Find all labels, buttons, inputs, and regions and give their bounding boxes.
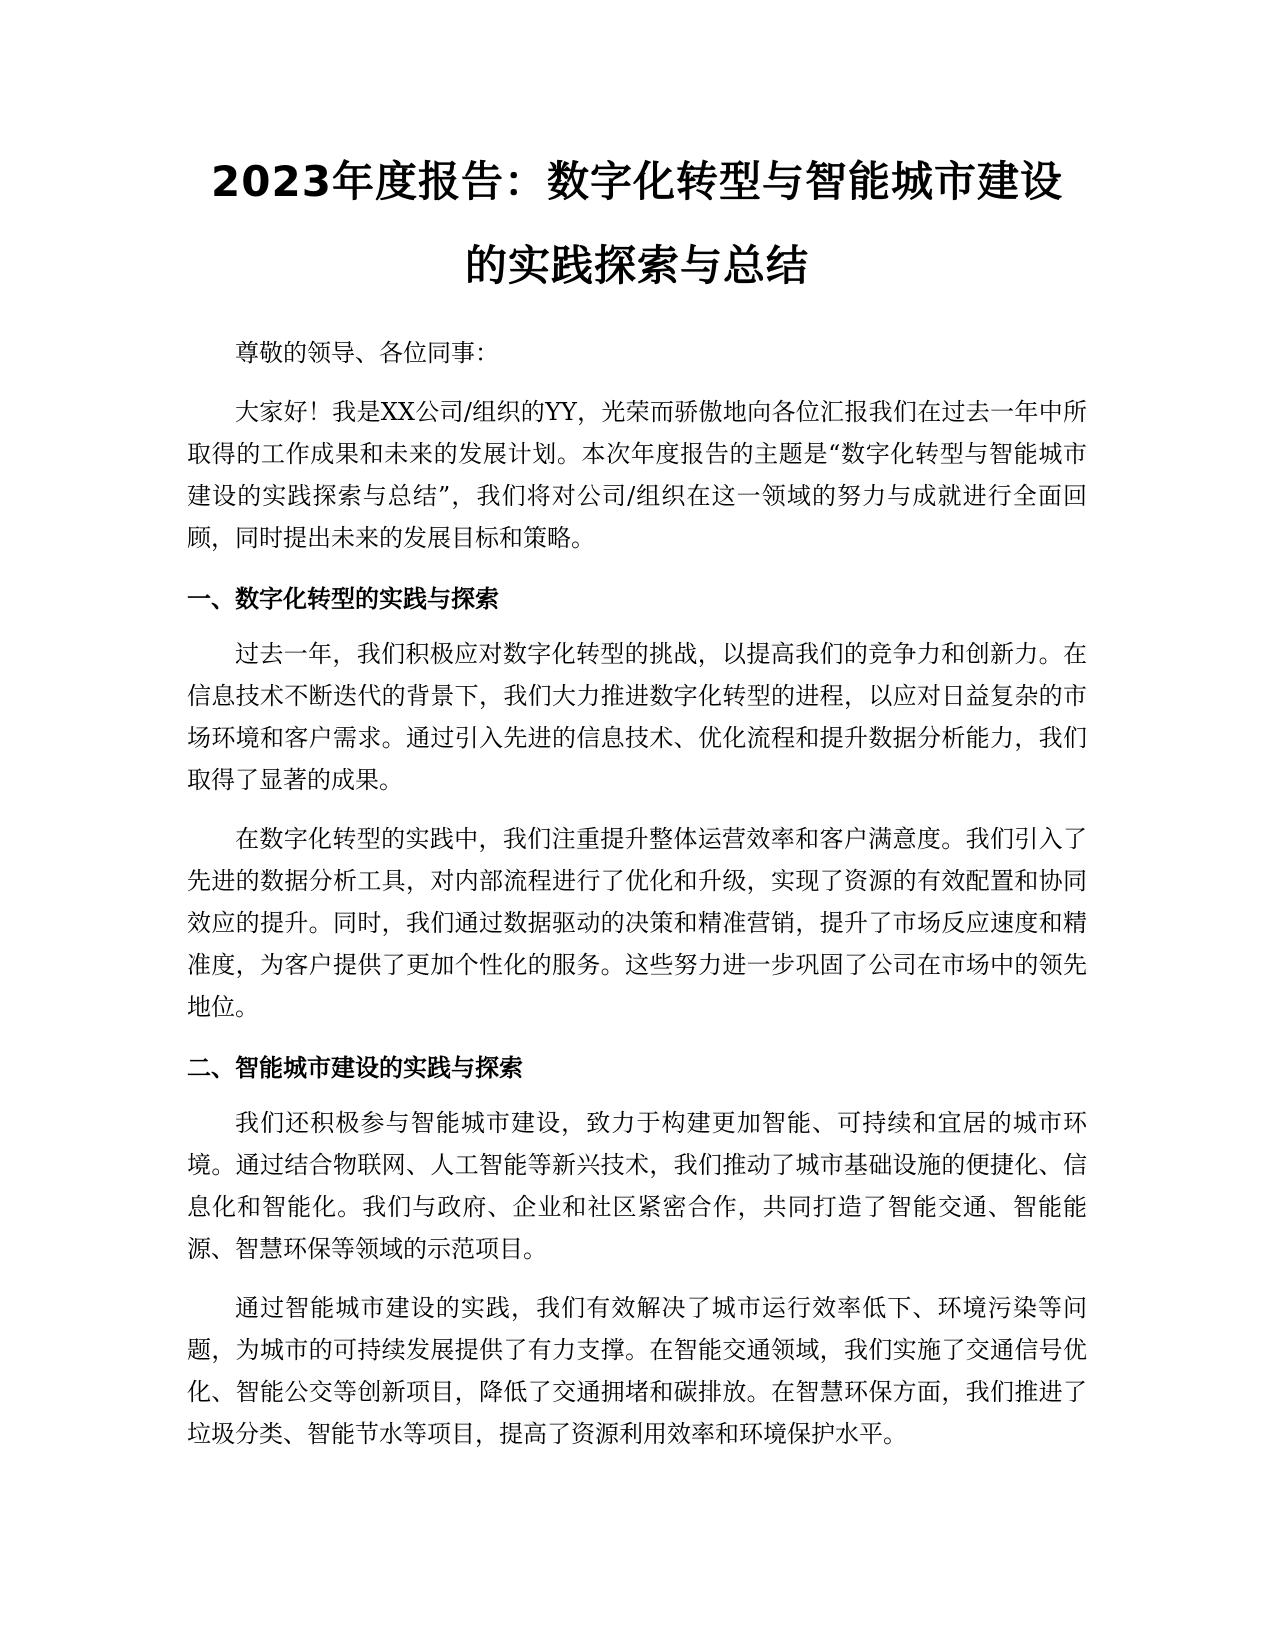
section-1-paragraph-2: 在数字化转型的实践中，我们注重提升整体运营效率和客户满意度。我们引入了先进的数据分析工具，对内部流程进行了优化和升级，实现了资源的有效配置和协同效应的提升。同时，我们通过数据驱动的决策和精准营销，提升了市场反应速度和精准度，为客户提供了更加个性化的服务。这些努力进一步巩固了公司在市场中的领先地位。 bbox=[187, 825, 1087, 1021]
title-line-2: 的实践探索与总结 bbox=[464, 241, 809, 290]
document-title bbox=[187, 140, 1087, 308]
section-2-paragraph-2: 通过智能城市建设的实践，我们有效解决了城市运行效率低下、环境污染等问题，为城市的可持续发展提供了有力支撑。在智能交通领域，我们实施了交通信号优化、智能公交等创新项目，降低了交通拥堵和碳排放。在智慧环保方面，我们推进了垃圾分类、智能节水等项目，提高了资源利用效率和环境保护水平。 bbox=[187, 1294, 1087, 1448]
intro-paragraph: 大家好！我是XX公司/组织的YY，光荣而骄傲地向各位汇报我们在过去一年中所取得的工作成果和未来的发展计划。本次年度报告的主题是“数字化转型与智能城市建设的实践探索与总结”，我们将对公司/组织在这一领域的努力与成就进行全面回顾，同时提出未来的发展目标和策略。 bbox=[187, 398, 1087, 552]
section-2-paragraph-1: 我们还积极参与智能城市建设，致力于构建更加智能、可持续和宜居的城市环境。通过结合物联网、人工智能等新兴技术，我们推动了城市基础设施的便捷化、信息化和智能化。我们与政府、企业和社区紧密合作，共同打造了智能交通、智能能源、智慧环保等领域的示范项目。 bbox=[187, 1109, 1087, 1263]
title-line-1: 2023年度报告：数字化转型与智能城市建设 bbox=[211, 157, 1063, 206]
section-2-heading: 二、智能城市建设的实践与探索 bbox=[187, 1054, 523, 1082]
document-page bbox=[187, 140, 1087, 1455]
greeting-paragraph: 尊敬的领导、各位同事： bbox=[235, 339, 499, 367]
section-1-heading: 一、数字化转型的实践与探索 bbox=[187, 585, 499, 613]
section-1-paragraph-1: 过去一年，我们积极应对数字化转型的挑战，以提高我们的竞争力和创新力。在信息技术不断迭代的背景下，我们大力推进数字化转型的进程，以应对日益复杂的市场环境和客户需求。通过引入先进的信息技术、优化流程和提升数据分析能力，我们取得了显著的成果。 bbox=[187, 640, 1087, 794]
